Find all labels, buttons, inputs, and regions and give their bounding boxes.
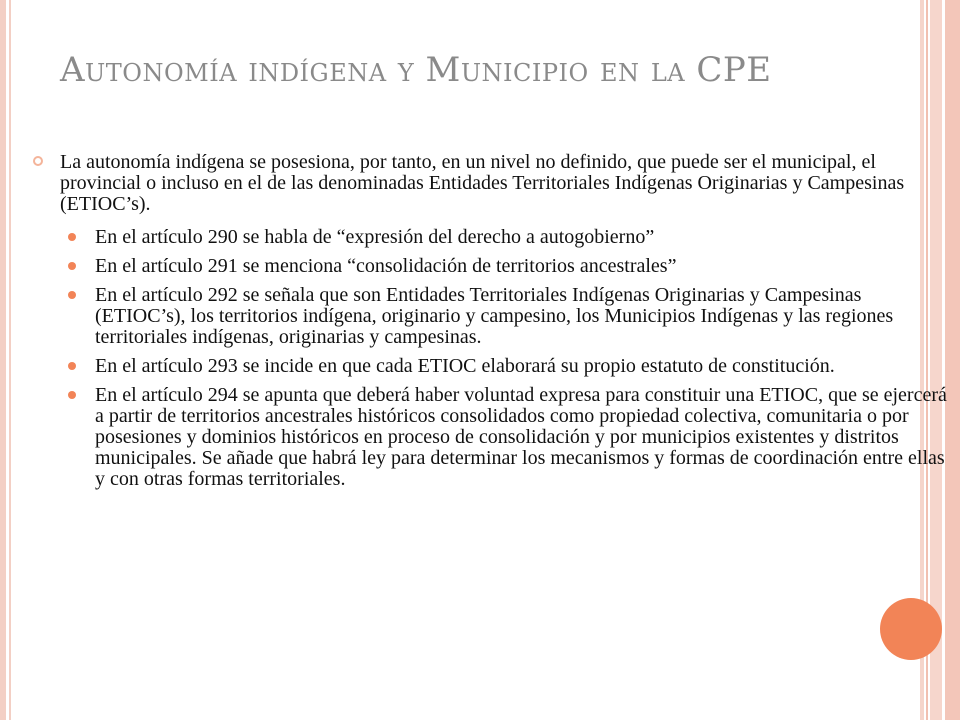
dot-bullet-icon [68, 391, 76, 399]
sub-bullet-text: En el artículo 294 se apunta que deberá haber voluntad expresa para constituir una ETIOC, que se ejercerá a partir de territorios ancestrales históricos consolidados como propiedad colectiva, comunitaria o por posesiones y dominios históricos en proceso de consolidación y por municipios existentes y distritos municipales. Se añade que habrá ley para determinar los mecanismos y formas de coordinación entre ellas y con otras formas territoriales. [95, 384, 947, 490]
main-bullet-text: La autonomía indígena se posesiona, por tanto, en un nivel no definido, que puede ser el municipal, el provincial o incluso en el de las denominadas Entidades Territoriales Indígenas Originarias y Campesinas (ETIOC’s). [60, 151, 905, 215]
dot-bullet-icon [68, 262, 76, 270]
sub-bullet [30, 385, 955, 490]
slide-content [30, 152, 955, 498]
dot-bullet-icon [68, 362, 76, 370]
slide-title: Autonomía indígena y Municipio en la CPE [60, 50, 772, 90]
sub-bullet [30, 256, 955, 277]
sub-bullet-text: En el artículo 290 se habla de “expresión del derecho a autogobierno” [95, 226, 655, 248]
sub-bullet-text: En el artículo 292 se señala que son Entidades Territoriales Indígenas Originarias y Campesinas (ETIOC’s), los territorios indígena, originario y campesino, los Municipios Indígenas y las regiones territoriales indígenas, originarias y campesinas. [95, 284, 894, 348]
sub-bullet [30, 356, 955, 377]
dot-bullet-icon [68, 291, 76, 299]
sub-bullet [30, 227, 955, 248]
ring-bullet-icon [33, 156, 43, 166]
sub-bullet-text: En el artículo 291 se menciona “consolidación de territorios ancestrales” [95, 255, 677, 277]
sub-bullet-text: En el artículo 293 se incide en que cada ETIOC elaborará su propio estatuto de constitución. [95, 355, 835, 377]
dot-bullet-icon [68, 233, 76, 241]
main-bullet [30, 152, 955, 215]
left-border-line [9, 0, 11, 720]
decorative-circle [880, 598, 942, 660]
sub-bullet [30, 285, 955, 348]
left-border-strip [0, 0, 6, 720]
